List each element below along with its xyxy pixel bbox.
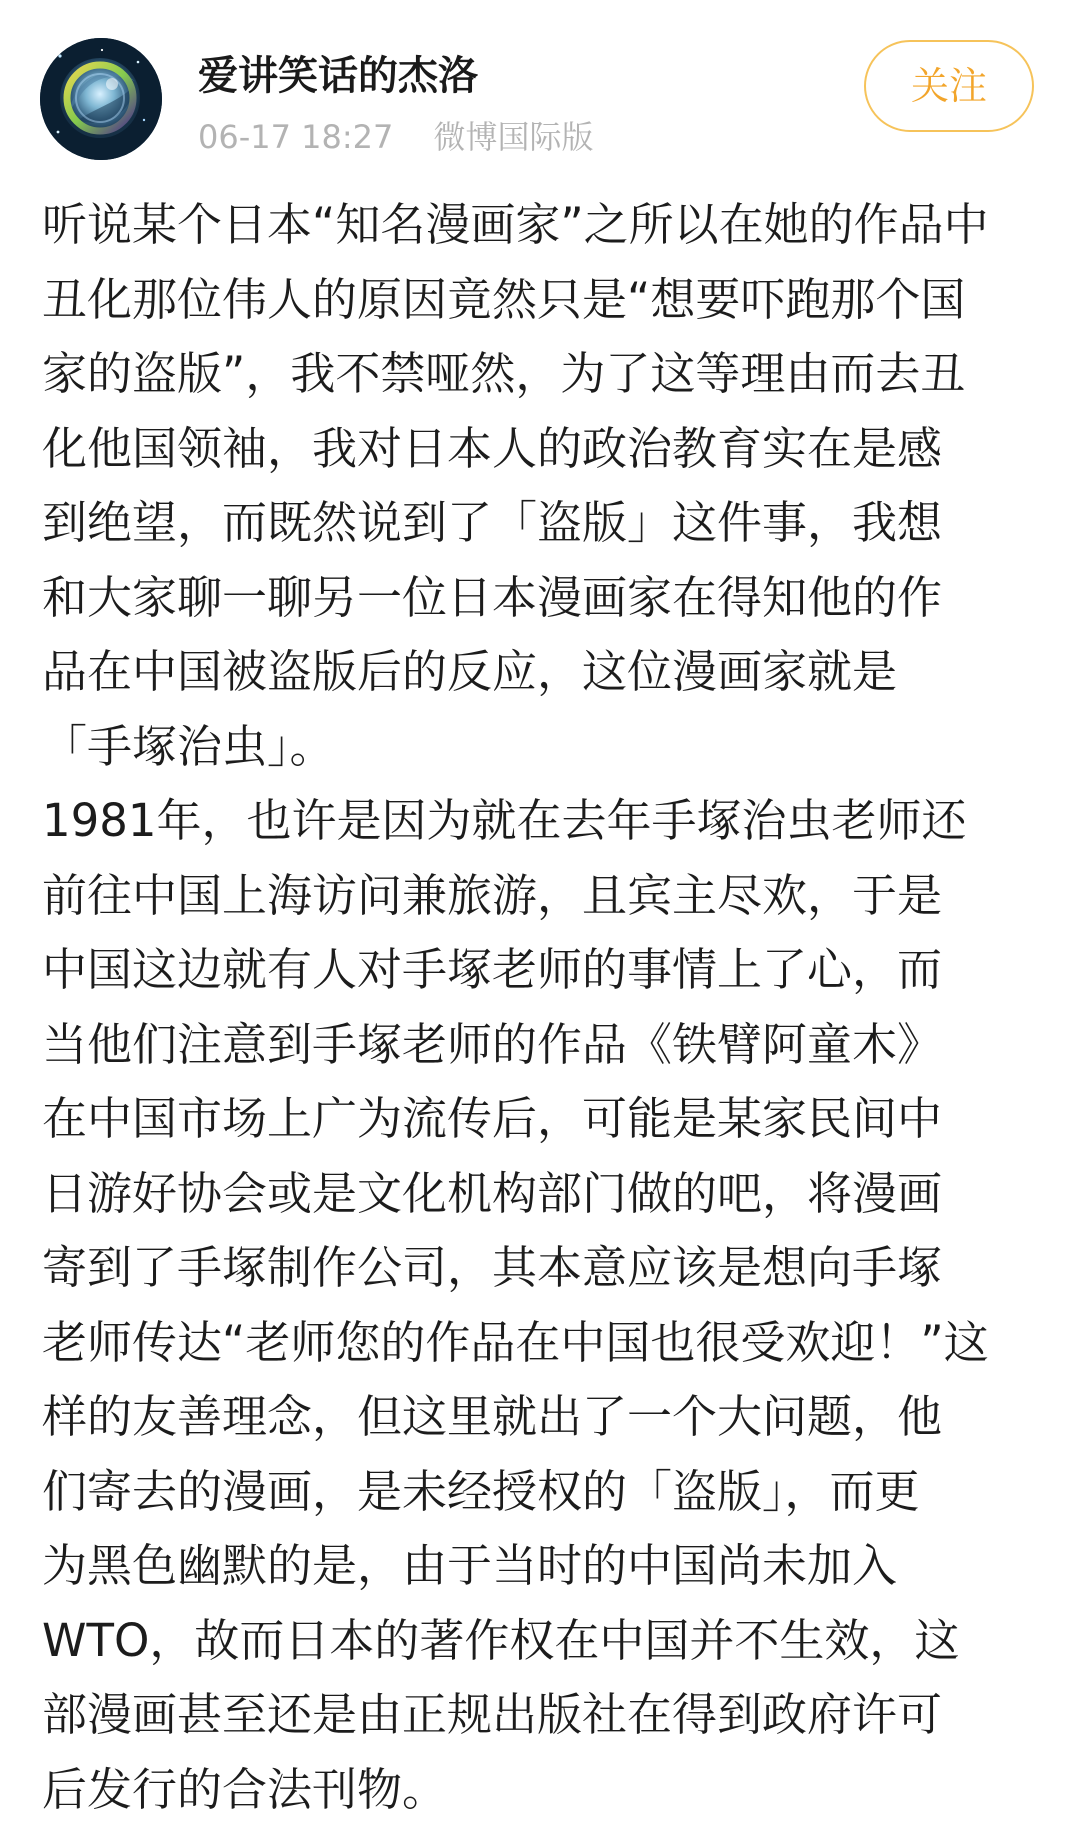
content-line: 寄到了手塚制作公司，其本意应该是想向手塚 <box>42 1231 1042 1306</box>
post-header <box>0 0 1080 170</box>
content-line: 当他们注意到手塚老师的作品《铁臂阿童木》 <box>42 1008 1042 1083</box>
follow-button[interactable]: 关注 <box>864 40 1034 132</box>
content-line: 丑化那位伟人的原因竟然只是“想要吓跑那个国 <box>42 263 1042 338</box>
content-line: 和大家聊一聊另一位日本漫画家在得知他的作 <box>42 561 1042 636</box>
content-line: 为黑色幽默的是，由于当时的中国尚未加入 <box>42 1529 1042 1604</box>
content-line: WTO，故而日本的著作权在中国并不生效，这 <box>42 1604 1042 1679</box>
content-line: 日游好协会或是文化机构部门做的吧，将漫画 <box>42 1157 1042 1232</box>
content-line: 前往中国上海访问兼旅游，且宾主尽欢，于是 <box>42 859 1042 934</box>
content-line: 老师传达“老师您的作品在中国也很受欢迎！”这 <box>42 1306 1042 1381</box>
content-line: 样的友善理念，但这里就出了一个大问题，他 <box>42 1380 1042 1455</box>
content-line: 在中国市场上广为流传后，可能是某家民间中 <box>42 1082 1042 1157</box>
user-name[interactable]: 爱讲笑话的杰洛 <box>198 48 478 104</box>
post-source: 微博国际版 <box>434 118 594 156</box>
content-line: 部漫画甚至还是由正规出版社在得到政府许可 <box>42 1678 1042 1753</box>
content-line: 家的盗版”，我不禁哑然，为了这等理由而去丑 <box>42 337 1042 412</box>
content-line: 中国这边就有人对手塚老师的事情上了心，而 <box>42 933 1042 1008</box>
content-line: 听说某个日本“知名漫画家”之所以在她的作品中 <box>42 188 1042 263</box>
content-line: 后发行的合法刊物。 <box>42 1753 1042 1827</box>
planet-avatar-icon <box>40 38 162 160</box>
post-content <box>42 188 1042 1827</box>
content-line: 1981年，也许是因为就在去年手塚治虫老师还 <box>42 784 1042 859</box>
avatar[interactable] <box>40 38 162 160</box>
content-line: 们寄去的漫画，是未经授权的「盗版」，而更 <box>42 1455 1042 1530</box>
content-line: 品在中国被盗版后的反应，这位漫画家就是 <box>42 635 1042 710</box>
post-meta <box>198 116 594 158</box>
content-line: 到绝望，而既然说到了「盗版」这件事，我想 <box>42 486 1042 561</box>
content-line: 「手塚治虫」。 <box>42 710 1042 785</box>
content-line: 化他国领袖，我对日本人的政治教育实在是感 <box>42 412 1042 487</box>
post-timestamp: 06-17 18:27 <box>198 118 393 156</box>
